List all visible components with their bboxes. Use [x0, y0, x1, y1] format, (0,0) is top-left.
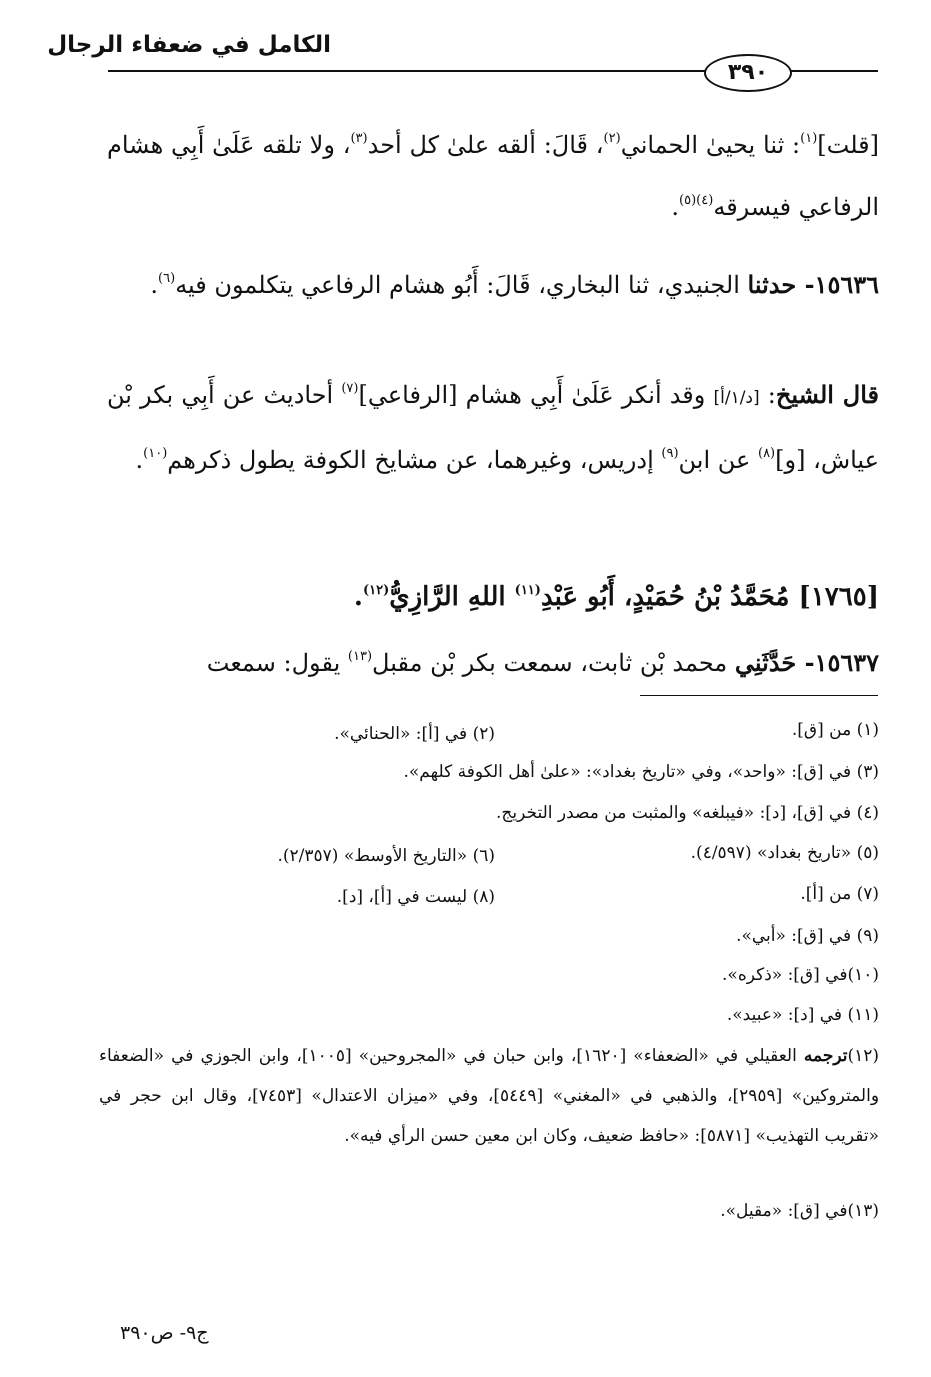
- footnote-13: (١٣)في [ق]: «مقيل».: [720, 1201, 879, 1221]
- footnote-12-text: العقيلي في «الضعفاء» [١٦٢٠]، وابن حبان في «المجروحين» [١٠٠٥]، وابن الجوزي في «الضعفاء والمتروكين» [٢٩٥٩]، والذهبي في «المغني» [٥٤٤٩]، وفي «ميزان الاعتدال» [٧٤٥٣]، وقال ابن حجر في «تقريب التهذيب» [٥٨٧١]: «حافظ ضعيف، وكان ابن معين حسن الرأي فيه».: [99, 1046, 880, 1146]
- footnote-ref-2[interactable]: (٢): [603, 131, 621, 146]
- footnote-8: (٨) ليست في [أ]، [د].: [336, 887, 495, 907]
- hadith-number-15637: ١٥٦٣٧-: [796, 648, 879, 677]
- footnote-12: [99, 1036, 879, 1156]
- footnote-6: (٦) «التاريخ الأوسط» (٢/٣٥٧).: [277, 846, 495, 866]
- hadith-number-15636: ١٥٦٣٦-: [796, 270, 879, 299]
- footnote-separator: [640, 695, 878, 696]
- footnote-12-tarjamahu: ترجمه: [803, 1046, 848, 1066]
- p3-part-c: أحاديث عن أَبِي بكر بْن عياش، [و]: [107, 381, 879, 474]
- footnote-ref-4-5[interactable]: (٤)(٥): [679, 193, 714, 208]
- footnote-3: (٣) في [ق]: «واحد»، وفي «تاريخ بغداد»: «علىٰ أهل الكوفة كلهم».: [403, 762, 879, 782]
- heading-end: .: [353, 582, 363, 612]
- biography-heading: [107, 566, 879, 628]
- manuscript-ref: [د/١/أ]: [713, 388, 760, 408]
- paragraph-3: [107, 364, 879, 491]
- paragraph-2: [107, 254, 879, 316]
- footnote-ref-12[interactable]: (١٢): [362, 583, 390, 598]
- p3-part-e: إدريس، وغيرهما، عن مشايخ الكوفة يطول ذكرهم: [167, 446, 662, 474]
- volume-page-folio: ج٩- ص٣٩٠: [120, 1322, 209, 1344]
- p1-part-c: ، قَالَ: ألقه علىٰ كل أحد: [367, 131, 604, 159]
- footnote-ref-11[interactable]: (١١): [514, 583, 541, 598]
- footnote-4: (٤) في [ق]، [د]: «فيبلغه» والمثبت من مصدر التخريج.: [496, 803, 879, 823]
- p2-haddathana: حدثنا: [747, 270, 797, 299]
- p5-end: يقول: سمعت: [206, 649, 348, 677]
- footnote-2: (٢) في [أ]: «الحنائي».: [334, 724, 495, 744]
- footnote-ref-13[interactable]: (١٣): [347, 649, 373, 664]
- footnote-ref-9[interactable]: (٩): [661, 446, 679, 461]
- footnote-9: (٩) في [ق]: «أبي».: [736, 926, 879, 946]
- p3-colon: :: [759, 381, 776, 409]
- footnote-10: (١٠)في [ق]: «ذكره».: [722, 965, 879, 985]
- p1-part-d: ، ولا تلقه عَلَىٰ أَبِي هشام الرفاعي فيسرقه: [107, 131, 879, 221]
- page-number-oval: ٣٩٠: [704, 54, 792, 92]
- heading-name-tail: اللهِ الرَّازِيُّ: [389, 582, 515, 612]
- p3-qal-alshaykh: قال الشيخ: [775, 380, 879, 409]
- heading-name: [١٧٦٥] مُحَمَّدُ بْنُ حُمَيْدٍ، أَبُو عَبْدِ: [540, 582, 879, 612]
- paragraph-1: [107, 114, 879, 238]
- p3-part-d: عن ابن: [678, 446, 758, 474]
- footnote-12-number: (١٢): [847, 1046, 879, 1066]
- footnote-1: (١) من [ق].: [791, 720, 879, 740]
- paragraph-5: [107, 632, 879, 694]
- footnote-ref-6[interactable]: (٦): [158, 271, 176, 286]
- p5-text: محمد بْن ثابت، سمعت بكر بْن مقبل: [372, 649, 735, 677]
- footnote-ref-3[interactable]: (٣): [350, 131, 368, 146]
- footnote-7: (٧) من [أ].: [800, 884, 879, 904]
- p3-part-b: وقد أنكر عَلَىٰ أَبِي هشام [الرفاعي]: [358, 381, 714, 409]
- p2-end: .: [150, 271, 159, 299]
- p2-text: الجنيدي، ثنا البخاري، قَالَ: أَبُو هشام الرفاعي يتكلمون فيه: [175, 271, 748, 299]
- footnote-ref-1[interactable]: (١): [800, 131, 818, 146]
- p1-part-b: : ثنا يحيىٰ الحماني: [620, 131, 801, 159]
- footnote-ref-7[interactable]: (٧): [341, 381, 359, 396]
- footnote-5: (٥) «تاريخ بغداد» (٤/٥٩٧).: [690, 843, 879, 863]
- p1-part-a: [قلت]: [817, 131, 879, 159]
- footnote-ref-8[interactable]: (٨): [757, 446, 776, 461]
- footnote-11: (١١) في [د]: «عبيد».: [726, 1005, 879, 1025]
- p3-part-f: .: [135, 446, 144, 474]
- running-head-title: الكامل في ضعفاء الرجال: [47, 32, 331, 58]
- p5-haddathani: حَدَّثَنِي: [734, 648, 797, 677]
- footnote-ref-10[interactable]: (١٠): [143, 446, 168, 461]
- p1-part-e: .: [671, 193, 680, 221]
